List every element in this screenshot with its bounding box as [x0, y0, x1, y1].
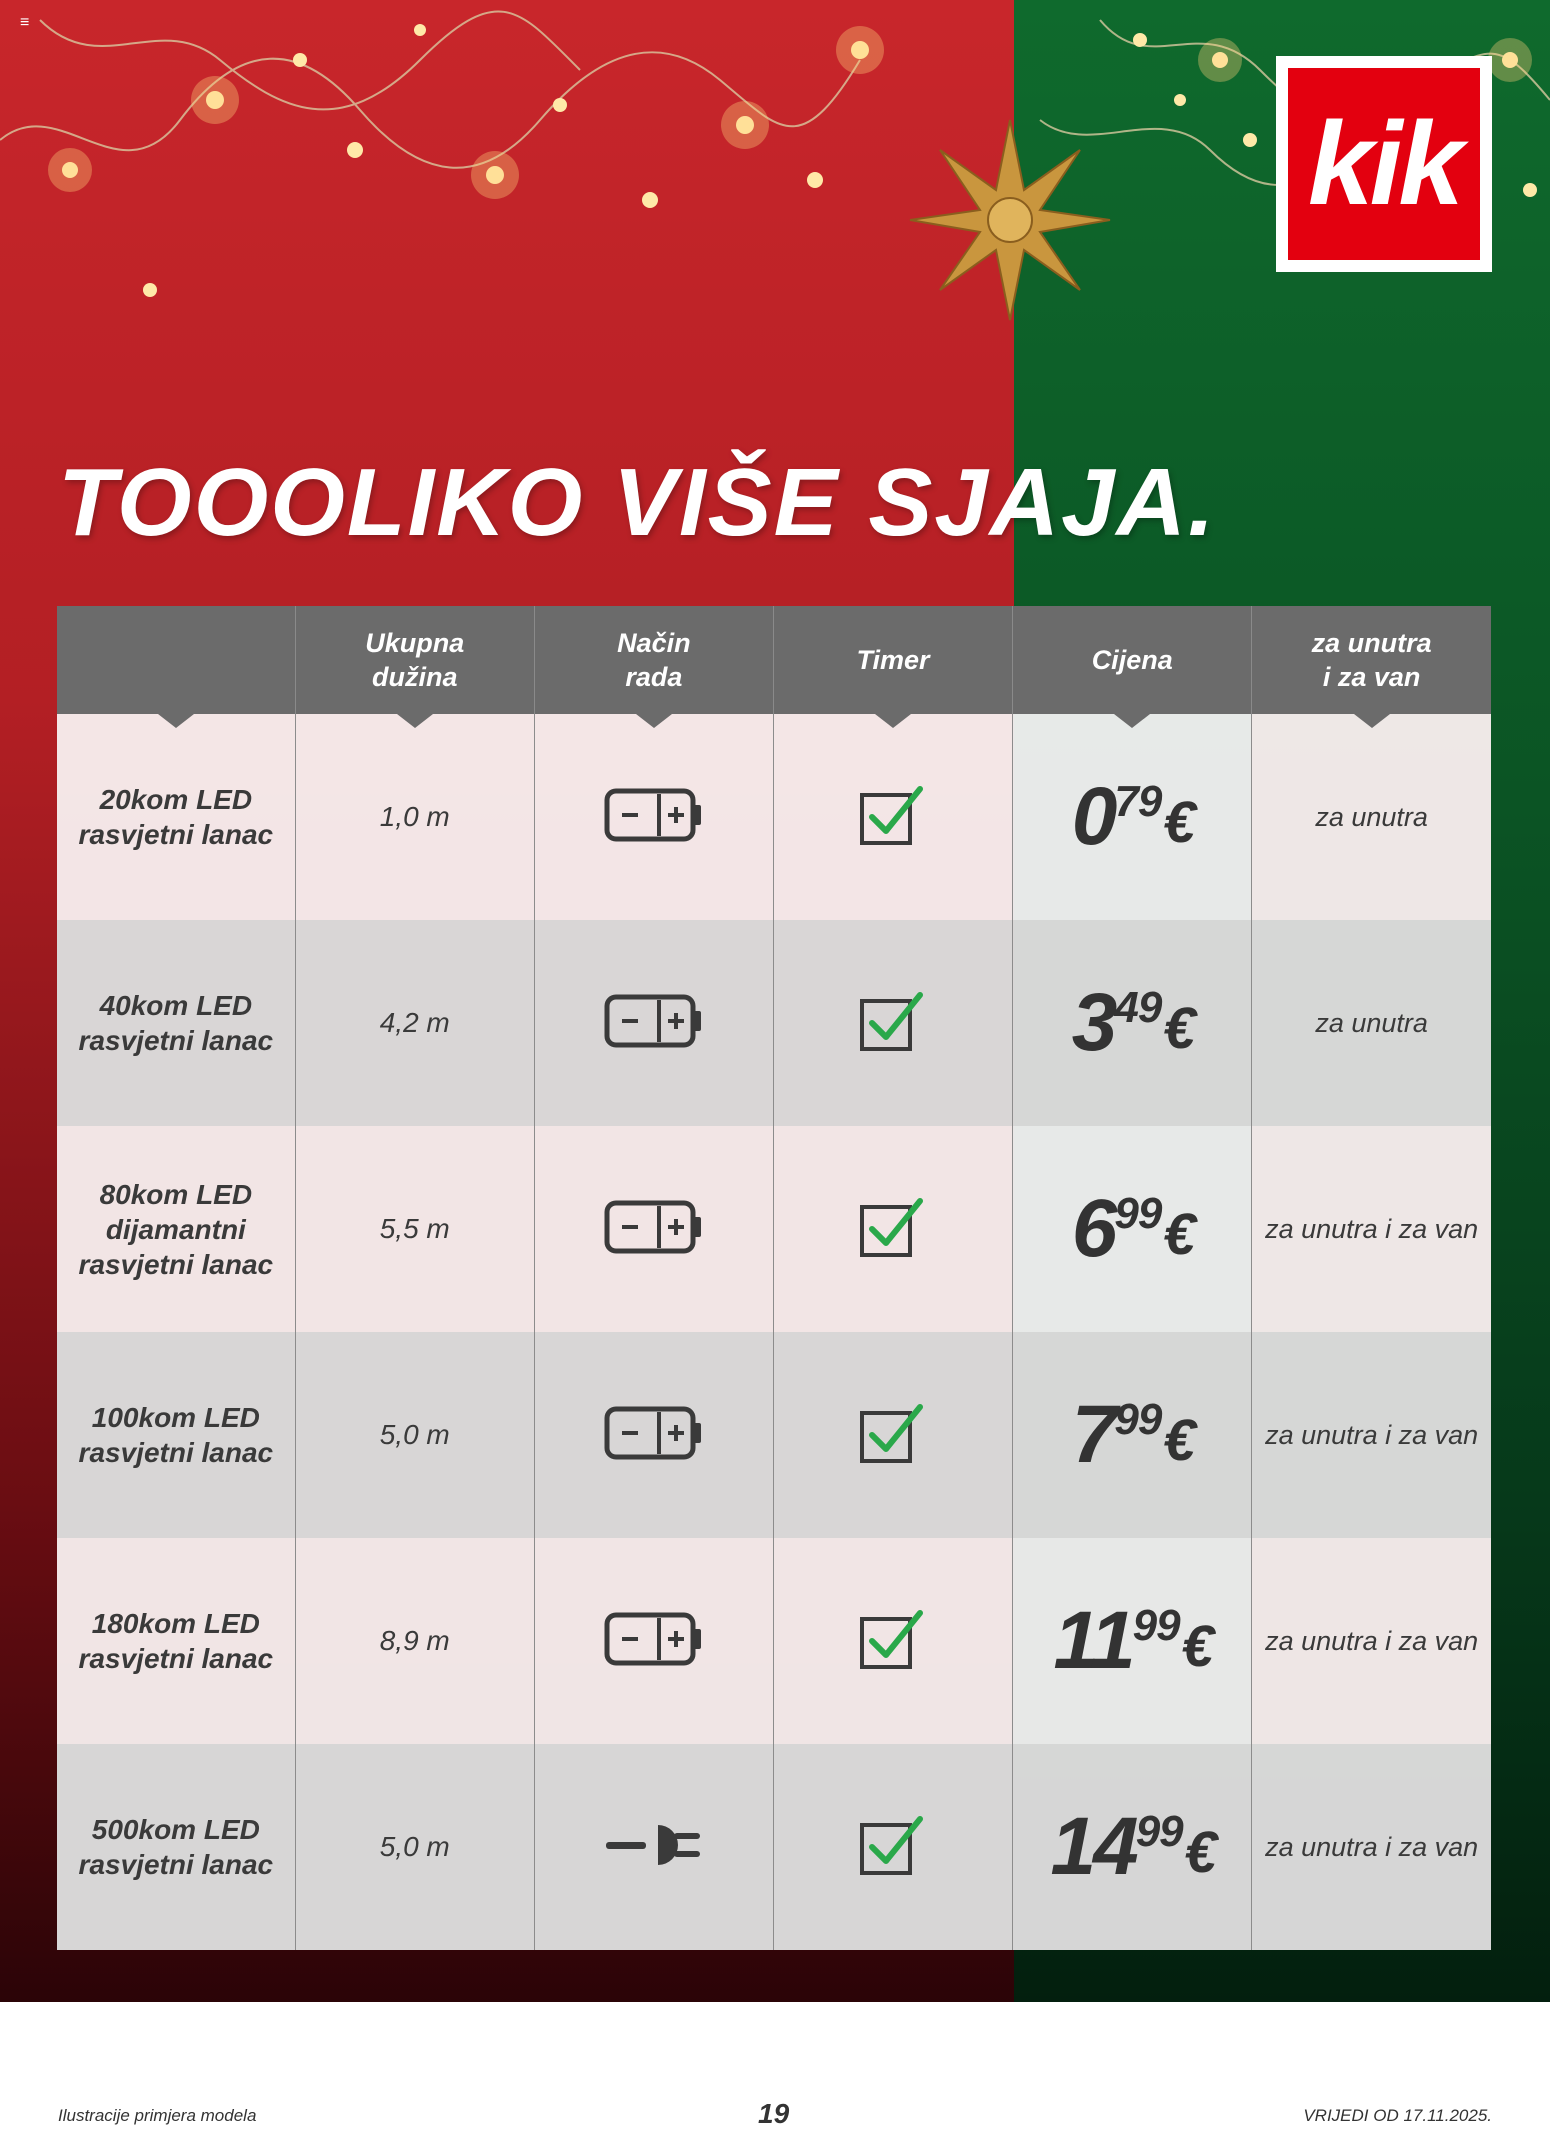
- header-indoor-outdoor: za unutra i za van: [1252, 606, 1491, 714]
- price: [1071, 977, 1193, 1068]
- product-comparison-table: [57, 606, 1491, 1950]
- battery-icon: [604, 829, 704, 846]
- table-row: [57, 1744, 1491, 1950]
- table-row: [57, 714, 1491, 920]
- currency-symbol: €: [1163, 790, 1193, 855]
- table-header-row: [57, 606, 1491, 714]
- total-length: 5,5 m: [295, 1126, 534, 1332]
- battery-icon: [604, 1653, 704, 1670]
- price-integer: 3: [1071, 977, 1115, 1068]
- price-cell: [1013, 1538, 1252, 1744]
- total-length: 8,9 m: [295, 1538, 534, 1744]
- currency-symbol: €: [1163, 1408, 1193, 1473]
- price-integer: 6: [1071, 1183, 1115, 1274]
- currency-symbol: €: [1181, 1614, 1211, 1679]
- checkbox-checked-icon: [858, 1246, 928, 1263]
- indoor-outdoor: za unutra i za van: [1252, 1126, 1491, 1332]
- price-integer: 14: [1050, 1801, 1136, 1892]
- total-length: 5,0 m: [295, 1744, 534, 1950]
- header-product: [57, 606, 295, 714]
- header-price: Cijena: [1013, 606, 1252, 714]
- operating-mode-cell: [534, 1538, 773, 1744]
- header-operating-mode: Način rada: [534, 606, 773, 714]
- logo-text: kik: [1307, 98, 1461, 230]
- kik-logo: [1276, 56, 1492, 272]
- table-row: [57, 1332, 1491, 1538]
- checkbox-checked-icon: [858, 1658, 928, 1675]
- checkbox-checked-icon: [858, 834, 928, 851]
- price-decimal: 99: [1114, 1189, 1162, 1238]
- header-timer: Timer: [773, 606, 1012, 714]
- page-number: 19: [758, 2098, 790, 2129]
- price: [1071, 1183, 1193, 1274]
- operating-mode-cell: [534, 920, 773, 1126]
- price-decimal: 49: [1114, 983, 1162, 1032]
- operating-mode-cell: [534, 714, 773, 920]
- timer-cell: [773, 1744, 1012, 1950]
- price-decimal: 99: [1135, 1807, 1183, 1856]
- price-integer: 7: [1071, 1389, 1115, 1480]
- product-name: 180kom LED rasvjetni lanac: [57, 1538, 295, 1744]
- price-cell: [1013, 1744, 1252, 1950]
- battery-icon: [604, 1241, 704, 1258]
- operating-mode-cell: [534, 1126, 773, 1332]
- total-length: 1,0 m: [295, 714, 534, 920]
- table-row: [57, 1538, 1491, 1744]
- product-name: 40kom LED rasvjetni lanac: [57, 920, 295, 1126]
- price-decimal: 99: [1132, 1601, 1180, 1650]
- checkbox-checked-icon: [858, 1864, 928, 1881]
- timer-cell: [773, 1126, 1012, 1332]
- indoor-outdoor: za unutra: [1252, 920, 1491, 1126]
- battery-icon: [604, 1447, 704, 1464]
- indoor-outdoor: za unutra i za van: [1252, 1538, 1491, 1744]
- price-cell: [1013, 920, 1252, 1126]
- currency-symbol: €: [1184, 1820, 1214, 1885]
- currency-symbol: €: [1163, 996, 1193, 1061]
- operating-mode-cell: [534, 1332, 773, 1538]
- operating-mode-cell: [534, 1744, 773, 1950]
- timer-cell: [773, 1332, 1012, 1538]
- table-row: [57, 920, 1491, 1126]
- price-integer: 11: [1053, 1595, 1133, 1686]
- price-integer: 0: [1071, 771, 1115, 862]
- total-length: 4,2 m: [295, 920, 534, 1126]
- table-row: [57, 1126, 1491, 1332]
- menu-icon[interactable]: ≡: [20, 14, 30, 31]
- indoor-outdoor: za unutra i za van: [1252, 1744, 1491, 1950]
- footer-validity: VRIJEDI OD 17.11.2025.: [1303, 2106, 1492, 2125]
- footer-disclaimer: Ilustracije primjera modela: [58, 2106, 257, 2125]
- checkbox-checked-icon: [858, 1452, 928, 1469]
- price-decimal: 79: [1114, 777, 1162, 826]
- product-name: 500kom LED rasvjetni lanac: [57, 1744, 295, 1950]
- page-headline: TOOOLIKO VIŠE SJAJA.: [58, 449, 1217, 556]
- plug-icon: [604, 1859, 704, 1876]
- currency-symbol: €: [1163, 1202, 1193, 1267]
- product-name: 80kom LED dijamantni rasvjetni lanac: [57, 1126, 295, 1332]
- price-cell: [1013, 1126, 1252, 1332]
- battery-icon: [604, 1035, 704, 1052]
- product-name: 20kom LED rasvjetni lanac: [57, 714, 295, 920]
- checkbox-checked-icon: [858, 1040, 928, 1057]
- price: [1071, 1389, 1193, 1480]
- price: [1053, 1595, 1211, 1686]
- total-length: 5,0 m: [295, 1332, 534, 1538]
- indoor-outdoor: za unutra i za van: [1252, 1332, 1491, 1538]
- price-decimal: 99: [1114, 1395, 1162, 1444]
- timer-cell: [773, 1538, 1012, 1744]
- timer-cell: [773, 920, 1012, 1126]
- timer-cell: [773, 714, 1012, 920]
- price-cell: [1013, 1332, 1252, 1538]
- indoor-outdoor: za unutra: [1252, 714, 1491, 920]
- price: [1050, 1801, 1214, 1892]
- price-cell: [1013, 714, 1252, 920]
- price: [1071, 771, 1193, 862]
- product-name: 100kom LED rasvjetni lanac: [57, 1332, 295, 1538]
- header-total-length: Ukupna dužina: [295, 606, 534, 714]
